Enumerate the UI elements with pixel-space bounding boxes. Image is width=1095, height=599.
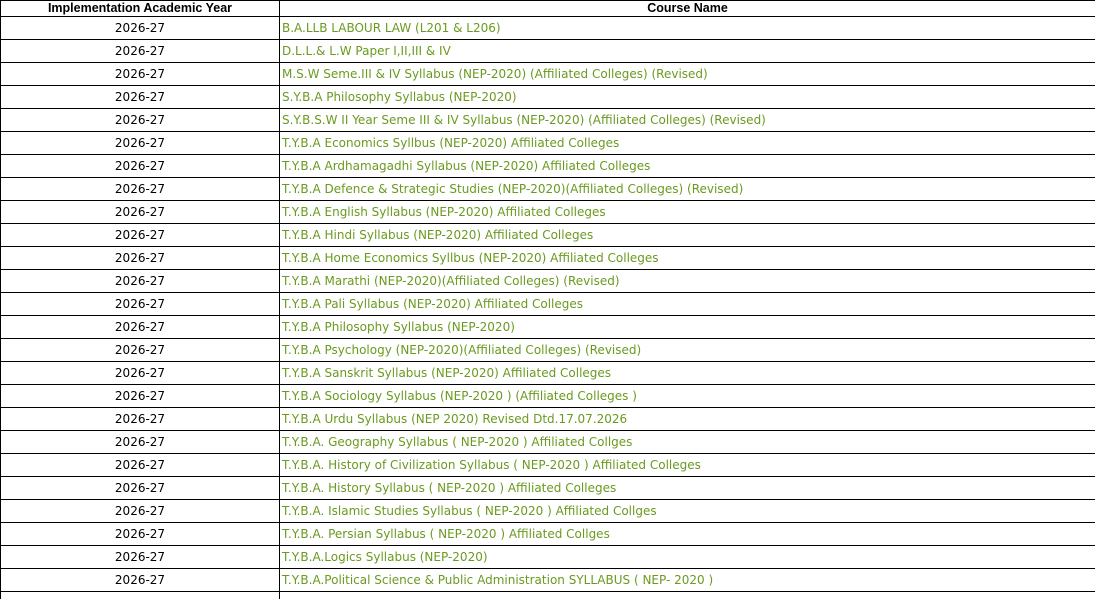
course-link[interactable]: T.Y.B.A Pali Syllabus (NEP-2020) Affiliated Colleges [282, 297, 584, 311]
course-link[interactable]: T.Y.B.A. History of Civilization Syllabus ( NEP-2020 ) Affiliated Colleges [282, 458, 701, 472]
implementation-year-cell: 2026-27 [1, 247, 280, 270]
course-name-cell [280, 477, 1095, 500]
course-link[interactable]: T.Y.B.A Psychology (NEP-2020)(Affiliated Colleges) (Revised) [282, 343, 642, 357]
implementation-year-cell: 2026-27 [1, 270, 280, 293]
course-name-cell [280, 109, 1095, 132]
implementation-year-cell: 2026-27 [1, 385, 280, 408]
implementation-year-cell: 2026-27 [1, 523, 280, 546]
course-name-cell [280, 270, 1095, 293]
implementation-year-cell: 2026-27 [1, 362, 280, 385]
course-link[interactable]: T.Y.B.A. Geography Syllabus ( NEP-2020 ) Affiliated Collges [282, 435, 633, 449]
course-name-cell [280, 454, 1095, 477]
table-body [1, 17, 1095, 599]
course-name-cell [280, 362, 1095, 385]
course-link[interactable]: T.Y.B.A.Political Science & Public Administration SYLLABUS ( NEP- 2020 ) [282, 573, 714, 587]
table-row [1, 454, 1095, 477]
table-row [1, 569, 1095, 592]
course-link[interactable]: T.Y.B.A Marathi (NEP-2020)(Affiliated Colleges) (Revised) [282, 274, 620, 288]
course-link[interactable]: T.Y.B.A English Syllabus (NEP-2020) Affiliated Colleges [282, 205, 606, 219]
course-link[interactable]: T.Y.B.A Sanskrit Syllabus (NEP-2020) Affiliated Colleges [282, 366, 612, 380]
course-name-cell [280, 316, 1095, 339]
table-row [1, 546, 1095, 569]
table-row [1, 408, 1095, 431]
table-row [1, 592, 1095, 599]
implementation-year-cell: 2026-27 [1, 40, 280, 63]
table-row [1, 316, 1095, 339]
implementation-year-cell: 2026-27 [1, 201, 280, 224]
course-name-cell [280, 247, 1095, 270]
table-row [1, 132, 1095, 155]
table-row [1, 201, 1095, 224]
implementation-year-cell: 2026-27 [1, 339, 280, 362]
table-row [1, 17, 1095, 40]
implementation-year-cell: 2026-27 [1, 224, 280, 247]
implementation-year-cell: 2026-27 [1, 477, 280, 500]
table-row [1, 86, 1095, 109]
implementation-year-cell: 2026-27 [1, 155, 280, 178]
implementation-year-cell: 2026-27 [1, 408, 280, 431]
table-row [1, 63, 1095, 86]
table-row [1, 523, 1095, 546]
course-link[interactable]: S.Y.B.S.W II Year Seme III & IV Syllabus (NEP-2020) (Affiliated Colleges) (Revised) [282, 113, 766, 127]
course-link[interactable]: T.Y.B.A Philosophy Syllabus (NEP-2020) [282, 320, 515, 334]
course-name-cell [280, 201, 1095, 224]
course-name-cell [280, 17, 1095, 40]
table-row [1, 270, 1095, 293]
implementation-year-cell: 2026-27 [1, 17, 280, 40]
implementation-year-cell: 2026-27 [1, 569, 280, 592]
course-link[interactable]: T.Y.B.A.Logics Syllabus (NEP-2020) [282, 550, 488, 564]
implementation-year-cell: 2026-27 [1, 109, 280, 132]
implementation-year-cell: 2026-27 [1, 546, 280, 569]
course-link[interactable]: T.Y.B.A Hindi Syllabus (NEP-2020) Affiliated Colleges [282, 228, 594, 242]
course-name-cell [280, 500, 1095, 523]
course-link[interactable]: T.Y.B.A. Persian Syllabus ( NEP-2020 ) Affiliated Collges [282, 527, 610, 541]
course-name-cell [280, 132, 1095, 155]
table-row [1, 40, 1095, 63]
course-link[interactable]: T.Y.B.A Economics Syllbus (NEP-2020) Affiliated Colleges [282, 136, 620, 150]
table-row [1, 247, 1095, 270]
course-link[interactable]: T.Y.B.A. History Syllabus ( NEP-2020 ) Affiliated Colleges [282, 481, 617, 495]
course-name-cell [280, 523, 1095, 546]
course-name-cell [280, 385, 1095, 408]
implementation-year-cell: 2026-27 [1, 132, 280, 155]
table-row [1, 477, 1095, 500]
table-row [1, 224, 1095, 247]
table-row [1, 178, 1095, 201]
course-name-cell [280, 569, 1095, 592]
implementation-year-cell: 2026-27 [1, 86, 280, 109]
course-link[interactable]: T.Y.B.A Home Economics Syllbus (NEP-2020) Affiliated Colleges [282, 251, 659, 265]
course-name-cell [280, 431, 1095, 454]
table-row [1, 293, 1095, 316]
course-link[interactable]: S.Y.B.A Philosophy Syllabus (NEP-2020) [282, 90, 517, 104]
implementation-year-cell: 2026-27 [1, 316, 280, 339]
course-name-cell [280, 339, 1095, 362]
implementation-year-cell: 2026-27 [1, 431, 280, 454]
table-header-row [1, 1, 1095, 17]
table-row [1, 155, 1095, 178]
implementation-year-cell: 2026-27 [1, 178, 280, 201]
course-name-cell [280, 86, 1095, 109]
course-link[interactable]: T.Y.B.A Sociology Syllabus (NEP-2020 ) (Affiliated Colleges ) [282, 389, 637, 403]
course-name-cell [280, 546, 1095, 569]
implementation-year-cell: 2026-27 [1, 500, 280, 523]
header-implementation-year: Implementation Academic Year [1, 1, 280, 17]
course-name-cell [280, 155, 1095, 178]
table-row [1, 362, 1095, 385]
course-link[interactable]: D.L.L.& L.W Paper I,II,III & IV [282, 44, 451, 58]
course-name-cell [280, 293, 1095, 316]
course-name-cell [280, 408, 1095, 431]
course-link[interactable]: T.Y.B.A Defence & Strategic Studies (NEP-2020)(Affiliated Colleges) (Revised) [282, 182, 744, 196]
course-name-cell [280, 224, 1095, 247]
course-name-cell [280, 178, 1095, 201]
table-row [1, 385, 1095, 408]
course-name-cell [280, 40, 1095, 63]
course-link[interactable]: T.Y.B.A. Islamic Studies Syllabus ( NEP-2020 ) Affiliated Collges [282, 504, 657, 518]
table-row [1, 431, 1095, 454]
header-course-name: Course Name [280, 1, 1095, 17]
course-link[interactable]: T.Y.B.A Ardhamagadhi Syllabus (NEP-2020) Affiliated Colleges [282, 159, 651, 173]
table-row [1, 500, 1095, 523]
implementation-year-cell: 2026-27 [1, 63, 280, 86]
course-name-cell [280, 63, 1095, 86]
course-link[interactable]: M.S.W Seme.III & IV Syllabus (NEP-2020) (Affiliated Colleges) (Revised) [282, 67, 708, 81]
implementation-year-cell: 2026-27 [1, 454, 280, 477]
course-link[interactable]: B.A.LLB LABOUR LAW (L201 & L206) [282, 21, 501, 35]
implementation-year-cell: 2026-27 [1, 293, 280, 316]
implementation-year-cell [1, 592, 280, 599]
course-link[interactable]: T.Y.B.A Urdu Syllabus (NEP 2020) Revised Dtd.17.07.2026 [282, 412, 628, 426]
course-name-cell [280, 592, 1095, 599]
table-row [1, 339, 1095, 362]
table-row [1, 109, 1095, 132]
